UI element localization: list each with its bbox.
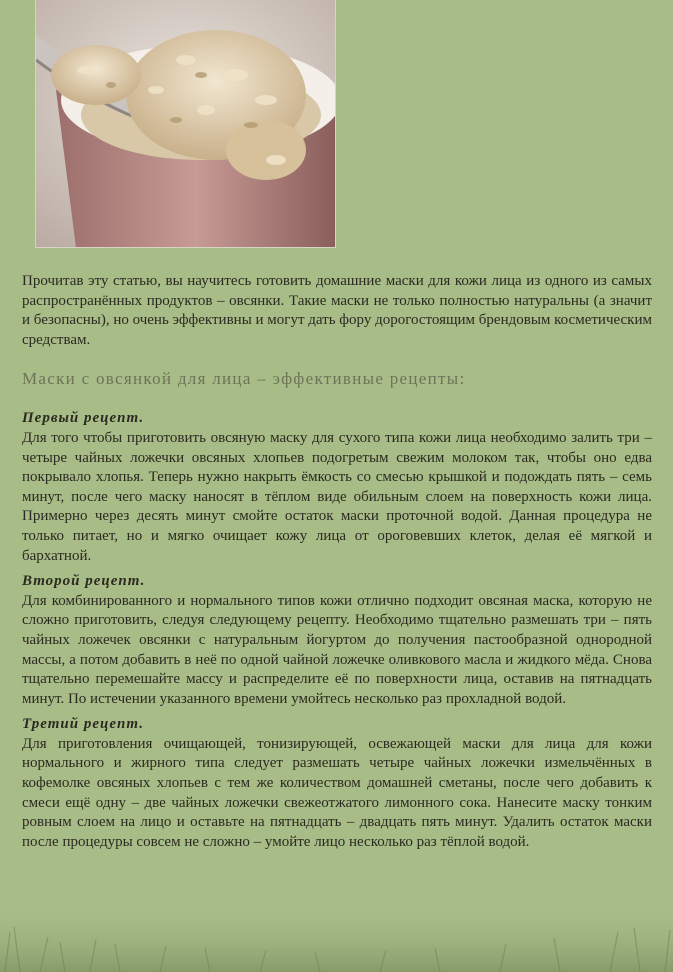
recipe-2-body: Для комбинированного и нормального типов кожи отлично подходит овсяная маска, которую не сложно приготовить, следуя следующему рецепту. Необходимо тщательно размешать три – пять чайных ложечек овсянки с натуральным йогуртом до получения пастообразной однородной массы, а потом добавить в неё по одной чайной ложечке оливкового масла и жидкого мёда. Снова тщательно перемешайте массу и распределите её по поверхности лица, оставив на пятнадцать минут. По истечении указанного времени умойтесь несколько раз прохладной водой. <box>22 592 652 707</box>
recipe-3-body: Для приготовления очищающей, тонизирующей, освежающей маски для лица для кожи нормального и жирного типа следует размешать четыре чайных ложечки измельчённых в кофемолке овсяных хлопьев с тем же количеством домашней сметаны, после чего добавить к смеси ещё одну – две чайных ложечки свежеотжатого лимонного сока. Нанесите маску тонким ровным слоем на лицо и оставьте на пятнадцать – двадцать пять минут. Удалить остаток маски после процедуры совсем не сложно – умойте лицо несколько раз тёплой водой. <box>22 735 652 850</box>
section-title: Маски с овсянкой для лица – эффективные рецепты: <box>22 369 466 389</box>
oatmeal-photo <box>35 0 336 248</box>
article <box>22 272 652 858</box>
intro-paragraph: Прочитав эту статью, вы научитесь готовить домашние маски для кожи лица из одного из самых распространённых продуктов – овсянки. Такие маски не только полностью натуральны (а значит и безопасны), но очень эффективны и могут дать фору дорогостоящим брендовым косметическим средствам. <box>22 273 652 348</box>
grass-decoration <box>0 902 673 972</box>
recipe-3-heading: Третий рецепт. <box>22 716 144 733</box>
oatmeal-illustration <box>36 0 336 248</box>
recipe-1-heading: Первый рецепт. <box>22 410 145 427</box>
recipe-1-body: Для того чтобы приготовить овсяную маску для сухого типа кожи лица необходимо залить три – четыре чайных ложечки овсяных хлопьев подогретым свежим молоком так, чтобы оно едва покрывало хлопья. Теперь нужно накрыть ёмкость со смесью крышкой и подождать пять – семь минут, после чего маску наносят в тёплом виде обильным слоем на поверхность кожи лица. Примерно через десять минут смойте остаток маски проточной водой. Данная процедура не только питает, но и мягко очищает кожу лица от ороговевших клеток, делая её мягкой и бархатной. <box>22 429 652 564</box>
recipe-2-heading: Второй рецепт. <box>22 573 146 590</box>
